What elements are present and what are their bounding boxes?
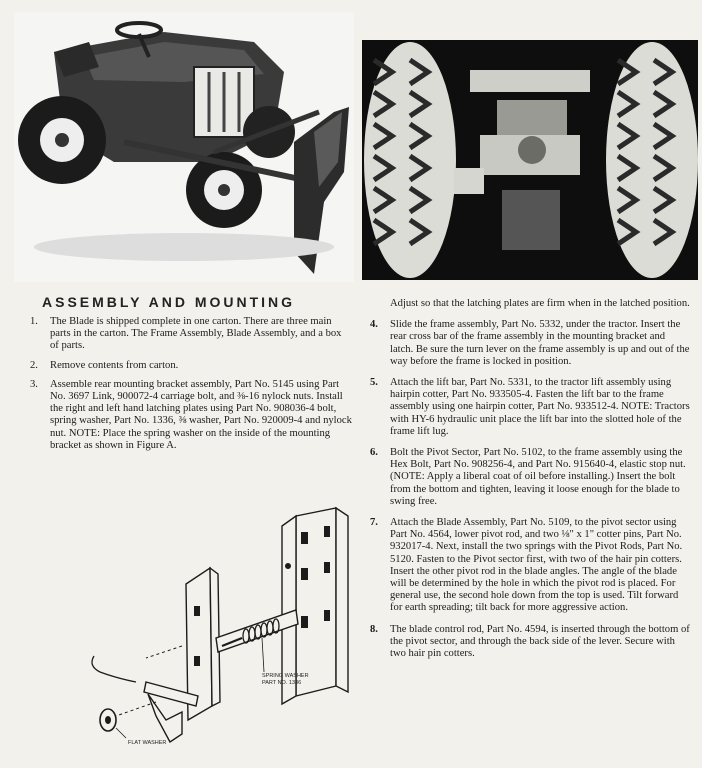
step-number: 6. [370, 447, 378, 459]
tractor-blade-photo [14, 12, 354, 282]
spring-washer-label: SPRING WASHER [262, 673, 309, 679]
step-number: 4. [370, 319, 378, 331]
step-number: 7. [370, 517, 378, 529]
step-1 [30, 316, 352, 353]
step-number: 2. [30, 359, 38, 371]
section-title: ASSEMBLY AND MOUNTING [42, 294, 296, 310]
step-text: Attach the lift bar, Part No. 5331, to the tractor lift assembly using hairpin cotter, Part No. 933505-4. Fasten the lift bar to the frame assembly using one hairpin cotter, Part No. 933512-4. NOTE: Tractors with HY-6 hydraulic unit place the lift bar into the slotted hole of the frame lift lug. [390, 377, 690, 437]
step-text: Slide the frame assembly, Part No. 5332, under the tractor. Insert the rear cross bar of the frame assembly in the mounting bracket and latch. Be sure the turn lever on the frame assembly is up and out of the way before the frame is locked in position. [390, 319, 690, 367]
step-number: 5. [370, 377, 378, 389]
step-text: The blade control rod, Part No. 4594, is inserted through the bottom of the pivot sector, and through the back side of the lever. Secure with two hair pin cotters. [390, 623, 690, 660]
spring-washer-part-number: PART NO. 1336 [262, 679, 302, 686]
flat-washer-icon [100, 709, 116, 731]
step-text: The Blade is shipped complete in one carton. There are three main parts in the carton. The Frame Assembly, Blade Assembly, and a box of parts. [50, 316, 342, 352]
flat-washer-callout: FLAT WASHER [128, 740, 167, 746]
step-number: 3. [30, 378, 38, 390]
spring-washer-callout [262, 673, 309, 686]
step-text: Bolt the Pivot Sector, Part No. 5102, to the frame assembly using the Hex Bolt, Part No. 908256-4, and Part No. 915640-4, elastic stop nut. (NOTE: Apply a liberal coat of oil before installing.) Insert the bolt from the bottom and tighten, leaving it loose enough for the blade to swing free. [390, 447, 686, 507]
step-6 [370, 447, 690, 508]
tractor-illustration [14, 12, 354, 282]
step-text: Attach the Blade Assembly, Part No. 5109, to the pivot sector using Part No. 4564, lower pivot rod, and two ⅛" x 1" cotter pins, Part No. 932017-4. Next, install the two springs with the Pivot Rods, Part No. 5120. Fasten to the Pivot sector first, with two of the hair pin cotters. Insert the other pivot rod in the blade angles. The angle of the blade will be determined by the hole in which the pivot rod is placed. For general use, the second hole down from the top is used. Tilt forward for earth spreading; tilt back for more aggressive action. [390, 517, 683, 614]
step-5 [370, 377, 690, 438]
step-3-continuation: Adjust so that the latching plates are firm when in the latched position. [390, 298, 690, 309]
step-4 [370, 319, 690, 368]
step-text: Assemble rear mounting bracket assembly, Part No. 5145 using Part No. 3697 Link, 900072-4 carriage bolt, and ⅜-16 nylock nuts. Install the right and left hand latching plates using Part No. 908036-4 bolt, spring washer, Part No. 1336, ⅜ washer, Part No. 920009-4 and nylock nut. NOTE: Place the spring washer on the inside of the mounting bracket as shown in Figure A. [50, 378, 352, 451]
step-3 [30, 379, 352, 452]
left-instructions [30, 316, 352, 459]
step-number: 8. [370, 623, 378, 635]
step-8 [370, 624, 690, 661]
right-instructions [370, 298, 690, 669]
step-7 [370, 517, 690, 615]
mounting-bracket-drawing [86, 506, 372, 760]
step-2 [30, 360, 352, 372]
step-number: 1. [30, 316, 38, 327]
rear-tires-illustration [362, 40, 698, 280]
figure-a-bracket-diagram [86, 506, 372, 760]
step-text: Remove contents from carton. [50, 359, 179, 371]
underside-mount-photo [362, 40, 698, 280]
